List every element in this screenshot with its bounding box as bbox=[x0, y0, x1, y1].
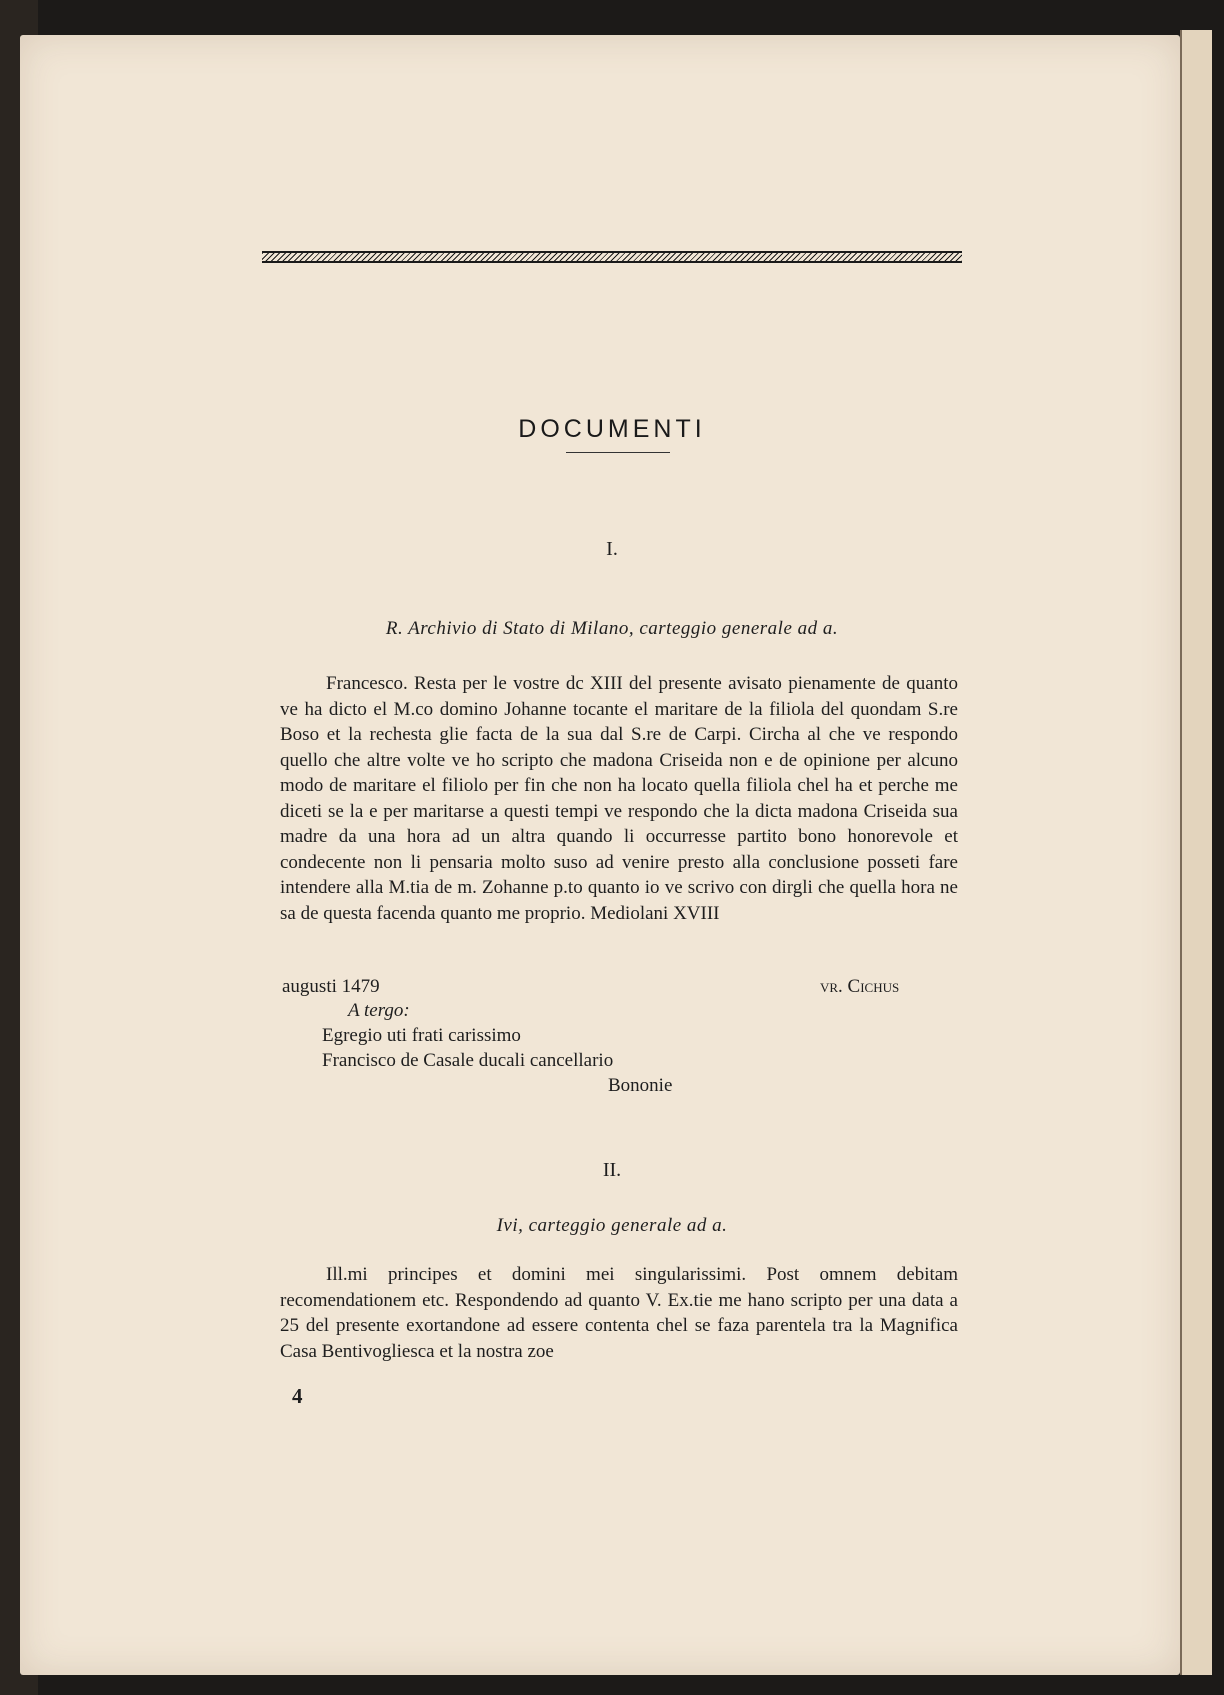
tergo-line-2: Francisco de Casale ducali cancellario bbox=[322, 1050, 614, 1071]
doc2-source: Ivi, carteggio generale ad a. bbox=[496, 1215, 728, 1236]
doc1-source: R. Archivio di Stato di Milano, carteggio generale ad a. bbox=[385, 618, 839, 639]
tergo-line-3: Bononie bbox=[608, 1075, 673, 1096]
doc1-body: Francesco. Resta per le vostre dc XIII del presente avisato pienamente de quanto ve ha dicto el M.co domino Johanne tocante el maritare de la filiola del quondam S.re Boso et la rechesta glie facta de la sua dal S.re de Carpi. Circha al che ve respondo quello che altre volte ve ho scripto che madona Criseida non e de opinione per alcuno modo de maritare el filiolo per fin che non ha locato quella filiola chel ha et perche me diceti se la e per maritarse a questi tempi ve respondo che la dicta madona Criseida sua madre da una hora ad un altra quando li occurresse partito bono honorevole et condecente non li pensaria molto suso ad venire presto alla conclusione posseti fare intendere alla M.tia de m. Zohanne p.to quanto io ve scrivo con dirgli che quella hora ne sa de questa facenda quanto me proprio. Mediolani XVIII bbox=[280, 673, 958, 924]
doc1-date: augusti 1479 bbox=[282, 976, 380, 997]
page-title: DOCUMENTI bbox=[518, 415, 706, 443]
page-number: 4 bbox=[292, 1384, 303, 1408]
doc1-signature: vr. Cichus bbox=[820, 976, 900, 997]
doc1-numeral: I. bbox=[606, 538, 618, 560]
doc2-numeral: II. bbox=[602, 1159, 622, 1181]
tergo-label: A tergo: bbox=[348, 1000, 410, 1021]
decorative-rule bbox=[262, 251, 962, 263]
title-underline bbox=[566, 452, 670, 453]
doc2-body: Ill.mi principes et domini mei singularissimi. Post omnem debitam recomendationem etc. Respondendo ad quanto V. Ex.tie me hano scripto per una data a 25 del presente exortandone ad essere contenta chel se faza parentela tra la Magnifica Casa Bentivogliesca et la nostra zoe bbox=[280, 1264, 958, 1362]
next-page-edge bbox=[1180, 30, 1212, 1675]
tergo-line-1: Egregio uti frati carissimo bbox=[322, 1025, 521, 1046]
